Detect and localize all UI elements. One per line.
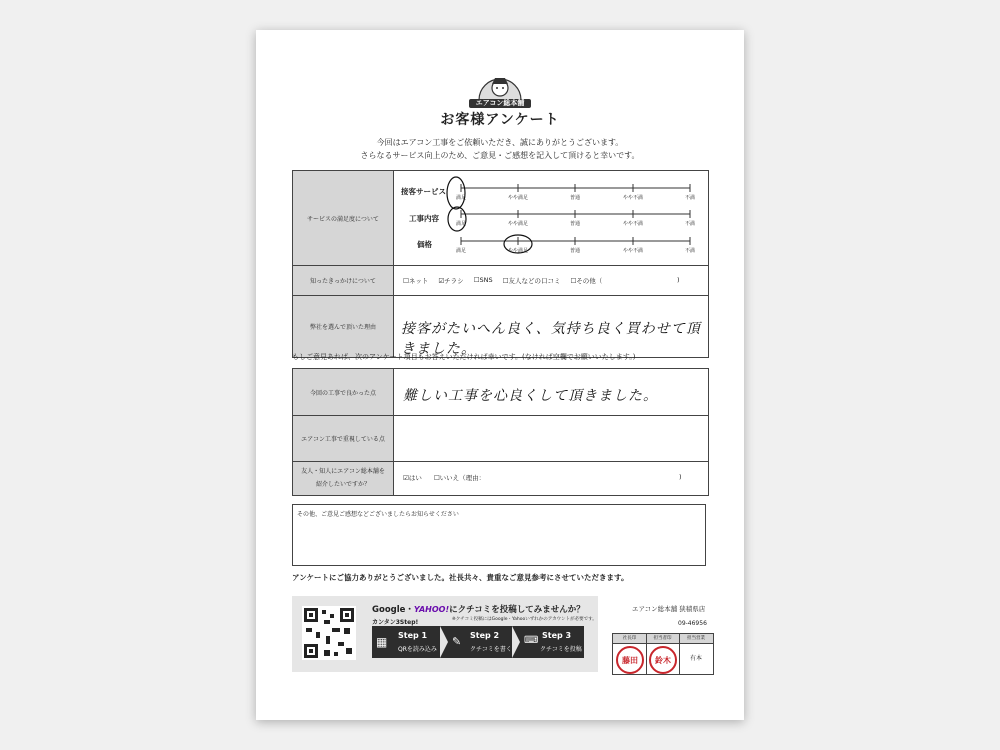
intro-line-2: さらなるサービス向上のため、ご意見・ご感想を記入して頂けると幸いです。 xyxy=(360,151,640,160)
recommend-label-2: 紹介したいですか？ xyxy=(315,480,370,488)
tick-label: やや満足 xyxy=(507,221,528,227)
banner-easy: カンタン3Step! xyxy=(372,619,419,626)
rating-name-price: 価格 xyxy=(417,240,432,249)
optional-note: もしご意見あれば、次のアンケート項目もお答えいただければ幸いです。(なければ空欄でお願いいたします。) xyxy=(292,353,636,361)
step-2-text: クチコミを書く xyxy=(470,646,512,653)
checkbox-word-of-mouth[interactable]: ☐友人などの口コミ xyxy=(502,277,561,285)
rating-name-work: 工事内容 xyxy=(409,214,439,223)
tick-label: 普通 xyxy=(569,221,580,227)
store-code: 09-46956 xyxy=(678,620,707,627)
tick-label: 不満 xyxy=(684,195,695,201)
rating-scales xyxy=(393,171,707,265)
reason-answer[interactable]: 接客がたいへん良く、気持ち良く買わせて頂きました。 xyxy=(401,321,701,357)
step-3-title: Step 3 xyxy=(542,631,572,640)
stamp-header-staff: 担当者印 xyxy=(653,636,672,641)
company-logo xyxy=(469,70,531,108)
store-name: エアコン総本舗 狭積県店 xyxy=(632,605,706,613)
tick-label: やや満足 xyxy=(507,195,528,201)
mascot-icon xyxy=(469,70,531,100)
yahoo-logo: YAHOO! xyxy=(413,605,450,614)
other-comments-label: その他、ご意見ご感想などございましたらお知らせください xyxy=(297,511,459,518)
tick-label: 満足 xyxy=(455,195,466,201)
tick-label: 不満 xyxy=(684,221,695,227)
qr-scan-icon: ▦ xyxy=(376,635,388,649)
reason-label: 弊社を選んで頂いた理由 xyxy=(309,323,376,331)
review-banner xyxy=(292,596,598,672)
tick-label: やや満足 xyxy=(507,248,528,254)
seal-stamp-staff: 鈴木 xyxy=(649,646,677,674)
keyboard-icon: ⌨ xyxy=(524,635,539,646)
checkbox-other[interactable]: ☐その他（ xyxy=(570,277,603,285)
tick-label: 普通 xyxy=(569,248,580,254)
tick-label: 満足 xyxy=(455,248,466,254)
sales-name: 有本 xyxy=(689,655,702,662)
priority-label: エアコン工事で重視している点 xyxy=(301,435,385,443)
tick-label: やや不満 xyxy=(622,221,643,227)
recommend-options xyxy=(403,473,485,482)
survey-sheet xyxy=(256,30,744,720)
steps-bar xyxy=(372,626,584,658)
selection-circle-service xyxy=(447,177,465,209)
satisfaction-label: サービスの満足度について xyxy=(307,215,379,223)
logo-text: エアコン総本舗 xyxy=(469,99,531,108)
survey-table-middle xyxy=(292,368,709,496)
step-3-text: クチコミを投稿 xyxy=(540,646,582,653)
thanks-text: アンケートにご協力ありがとうございました。社長共々、貴重なご意見参考にさせていただきます。 xyxy=(292,573,629,582)
trigger-label: 知ったきっかけについて xyxy=(310,277,376,285)
survey-table-top xyxy=(292,170,709,358)
trigger-close-paren: ) xyxy=(677,276,680,284)
other-comments-box[interactable] xyxy=(292,504,706,566)
tick-label: 満足 xyxy=(455,221,466,227)
tick-label: やや不満 xyxy=(622,248,643,254)
stamp-header-sales: 担当営業 xyxy=(687,636,705,641)
selection-circle-work xyxy=(448,207,466,231)
good-point-answer[interactable]: 難しい工事を心良くして頂きました。 xyxy=(403,388,658,404)
checkbox-yes[interactable]: ☑はい xyxy=(403,474,422,482)
banner-note: ※クチコミ投稿にはGoogle・Yahooいずれかのアカウントが必要です。 xyxy=(452,617,597,622)
tick-label: やや不満 xyxy=(622,195,643,201)
qr-code-icon[interactable] xyxy=(302,606,356,660)
page-title: お客様アンケート xyxy=(440,112,560,128)
stamp-table xyxy=(612,633,714,675)
recommend-close-paren: ) xyxy=(679,473,682,481)
checkbox-net[interactable]: ☐ネット xyxy=(403,277,429,285)
tick-label: 普通 xyxy=(569,195,580,201)
intro-line-1: 今回はエアコン工事をご依頼いただき、誠にありがとうございます。 xyxy=(376,138,624,147)
step-2-title: Step 2 xyxy=(470,631,500,640)
good-point-label: 今回の工事で良かった点 xyxy=(309,389,376,397)
checkbox-flyer[interactable]: ☑チラシ xyxy=(438,277,464,285)
pencil-icon: ✎ xyxy=(452,635,462,648)
banner-headline: Google・YAHOO!にクチコミを投稿してみませんか？ xyxy=(372,605,585,615)
step-1-text: QRを読み込み xyxy=(398,646,437,653)
stamp-header-president: 社長印 xyxy=(622,636,637,641)
recommend-label-1: 友人・知人にエアコン総本舗を xyxy=(301,467,385,475)
trigger-options xyxy=(403,276,602,285)
step-1-title: Step 1 xyxy=(398,631,428,640)
seal-stamp-president: 藤田 xyxy=(616,646,644,674)
tick-label: 不満 xyxy=(684,248,695,254)
checkbox-sns[interactable]: ☐SNS xyxy=(473,276,493,284)
checkbox-no[interactable]: ☐いいえ（理由： xyxy=(433,474,486,482)
rating-name-service: 接客サービス xyxy=(401,187,446,196)
